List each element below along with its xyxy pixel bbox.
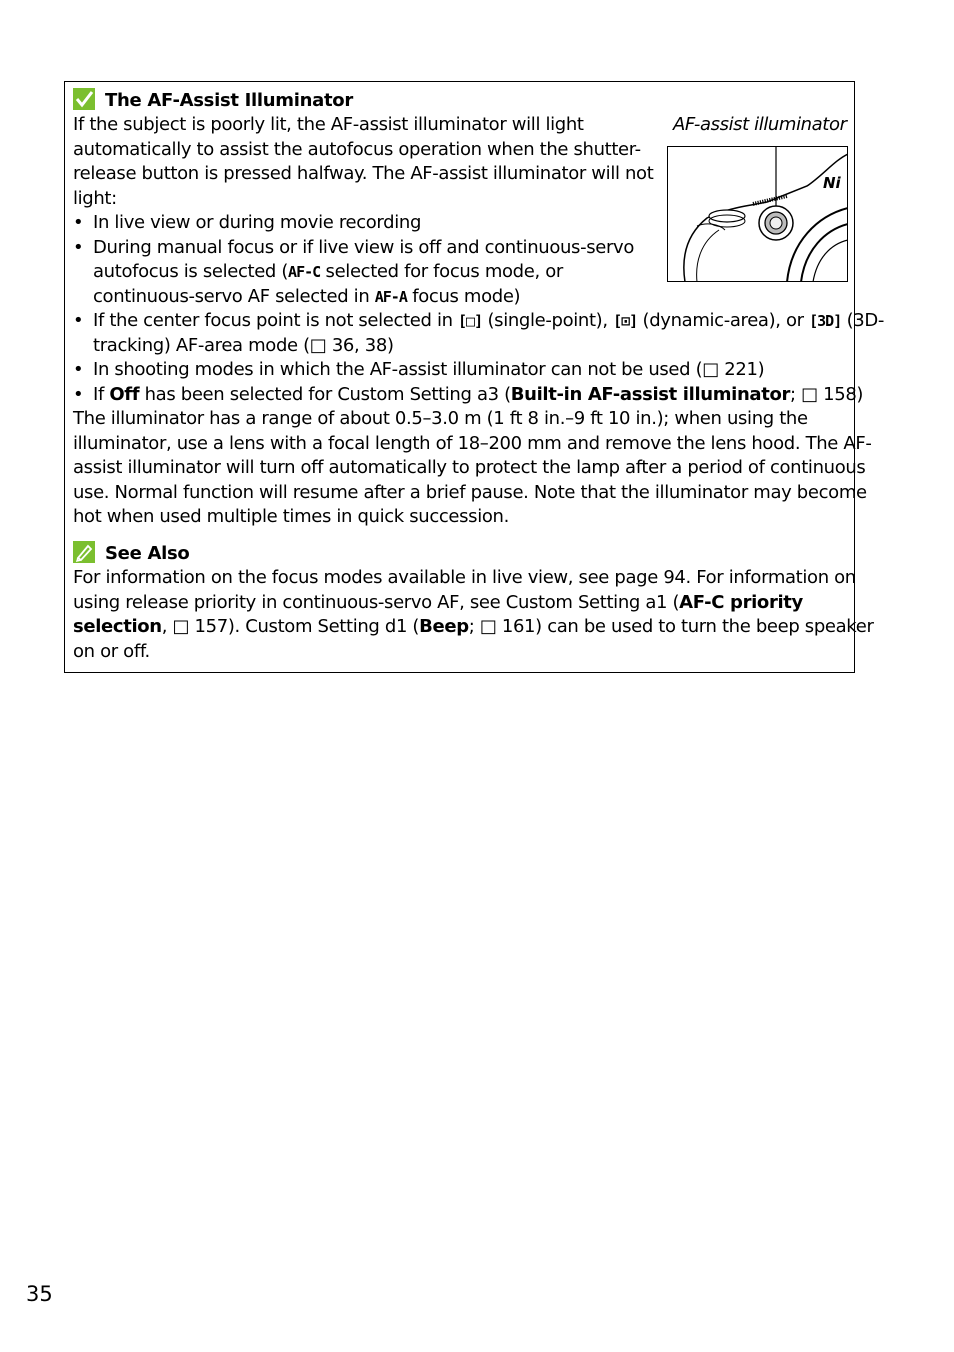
outro-line: use. Normal function will resume after a brief pause. Note that the illuminator may become xyxy=(73,481,867,503)
see-also-line: on or off. xyxy=(73,640,150,662)
bullet-marker: • xyxy=(73,212,84,233)
bullet-item: During manual focus or if live view is off and continuous-servo xyxy=(93,236,634,258)
bullet-marker: • xyxy=(73,383,84,405)
figure-caption: AF-assist illuminator xyxy=(673,114,847,135)
bullet-item-cont: tracking) AF-area mode (□ 36, 38) xyxy=(93,334,394,356)
beep-label: Beep xyxy=(419,616,469,637)
pencil-icon xyxy=(73,541,95,563)
see-also-line: using release priority in continuous-servo AF, see Custom Setting a1 (AF-C priority xyxy=(73,591,803,613)
af-c-priority: AF-C priority xyxy=(679,591,803,613)
bullet-item: If the center focus point is not selected in [□] (single-point), [⊡] (dynamic-area), or [3D] (3D- xyxy=(93,310,885,331)
intro-line: automatically to assist the autofocus operation when the shutter- xyxy=(73,138,641,160)
bullet-marker: • xyxy=(73,236,84,258)
note-title xyxy=(73,88,353,113)
dynamic-area-icon: [⊡] xyxy=(613,312,638,330)
outro-line: illuminator, use a lens with a focal length of 18–200 mm and remove the lens hood. The AF- xyxy=(73,432,872,454)
3d-tracking-icon: [3D] xyxy=(809,312,842,330)
bullet-marker: • xyxy=(73,310,84,331)
bullet-item: If Off has been selected for Custom Setting a3 (Built-in AF-assist illuminator; □ 158) xyxy=(93,383,864,405)
intro-line: release button is pressed halfway. The AF-assist illuminator will not xyxy=(73,163,654,184)
outro-line: assist illuminator will turn off automatically to protect the lamp after a period of continuous xyxy=(73,457,866,478)
outro-line: The illuminator has a range of about 0.5–3.0 m (1 ft 8 in.–9 ft 10 in.); when using the xyxy=(73,408,808,429)
bullet-item-cont: continuous-servo AF selected in AF-A focus mode) xyxy=(93,285,521,307)
note-title-text: The AF-Assist Illuminator xyxy=(105,90,353,111)
svg-text:Ni: Ni xyxy=(823,174,841,192)
afc-label: AF-C xyxy=(288,263,321,281)
bullet-item-cont: autofocus is selected (AF-C selected for focus mode, or xyxy=(93,261,563,282)
afa-label: AF-A xyxy=(374,287,407,306)
outro-line: hot when used multiple times in quick succession. xyxy=(73,506,509,527)
checkmark-icon xyxy=(73,88,95,110)
see-also-line: selection, □ 157). Custom Setting d1 (Beep; □ 161) can be used to turn the beep speaker xyxy=(73,616,874,637)
page-number: 35 xyxy=(26,1282,53,1306)
off-label: Off xyxy=(109,383,140,405)
bullet-item: In shooting modes in which the AF-assist illuminator can not be used (□ 221) xyxy=(93,359,765,380)
see-also-title-text: See Also xyxy=(105,543,190,564)
camera-illustration xyxy=(667,146,848,282)
bullet-item: In live view or during movie recording xyxy=(93,212,422,233)
see-also-line: For information on the focus modes available in live view, see page 94. For information on xyxy=(73,567,856,588)
single-point-icon: [□] xyxy=(458,312,483,330)
intro-line: light: xyxy=(73,187,117,209)
see-also-title xyxy=(73,541,189,566)
setting-name: Built-in AF-assist illuminator xyxy=(510,383,791,405)
intro-line: If the subject is poorly lit, the AF-assist illuminator will light xyxy=(73,114,584,135)
bullet-marker: • xyxy=(73,359,84,380)
